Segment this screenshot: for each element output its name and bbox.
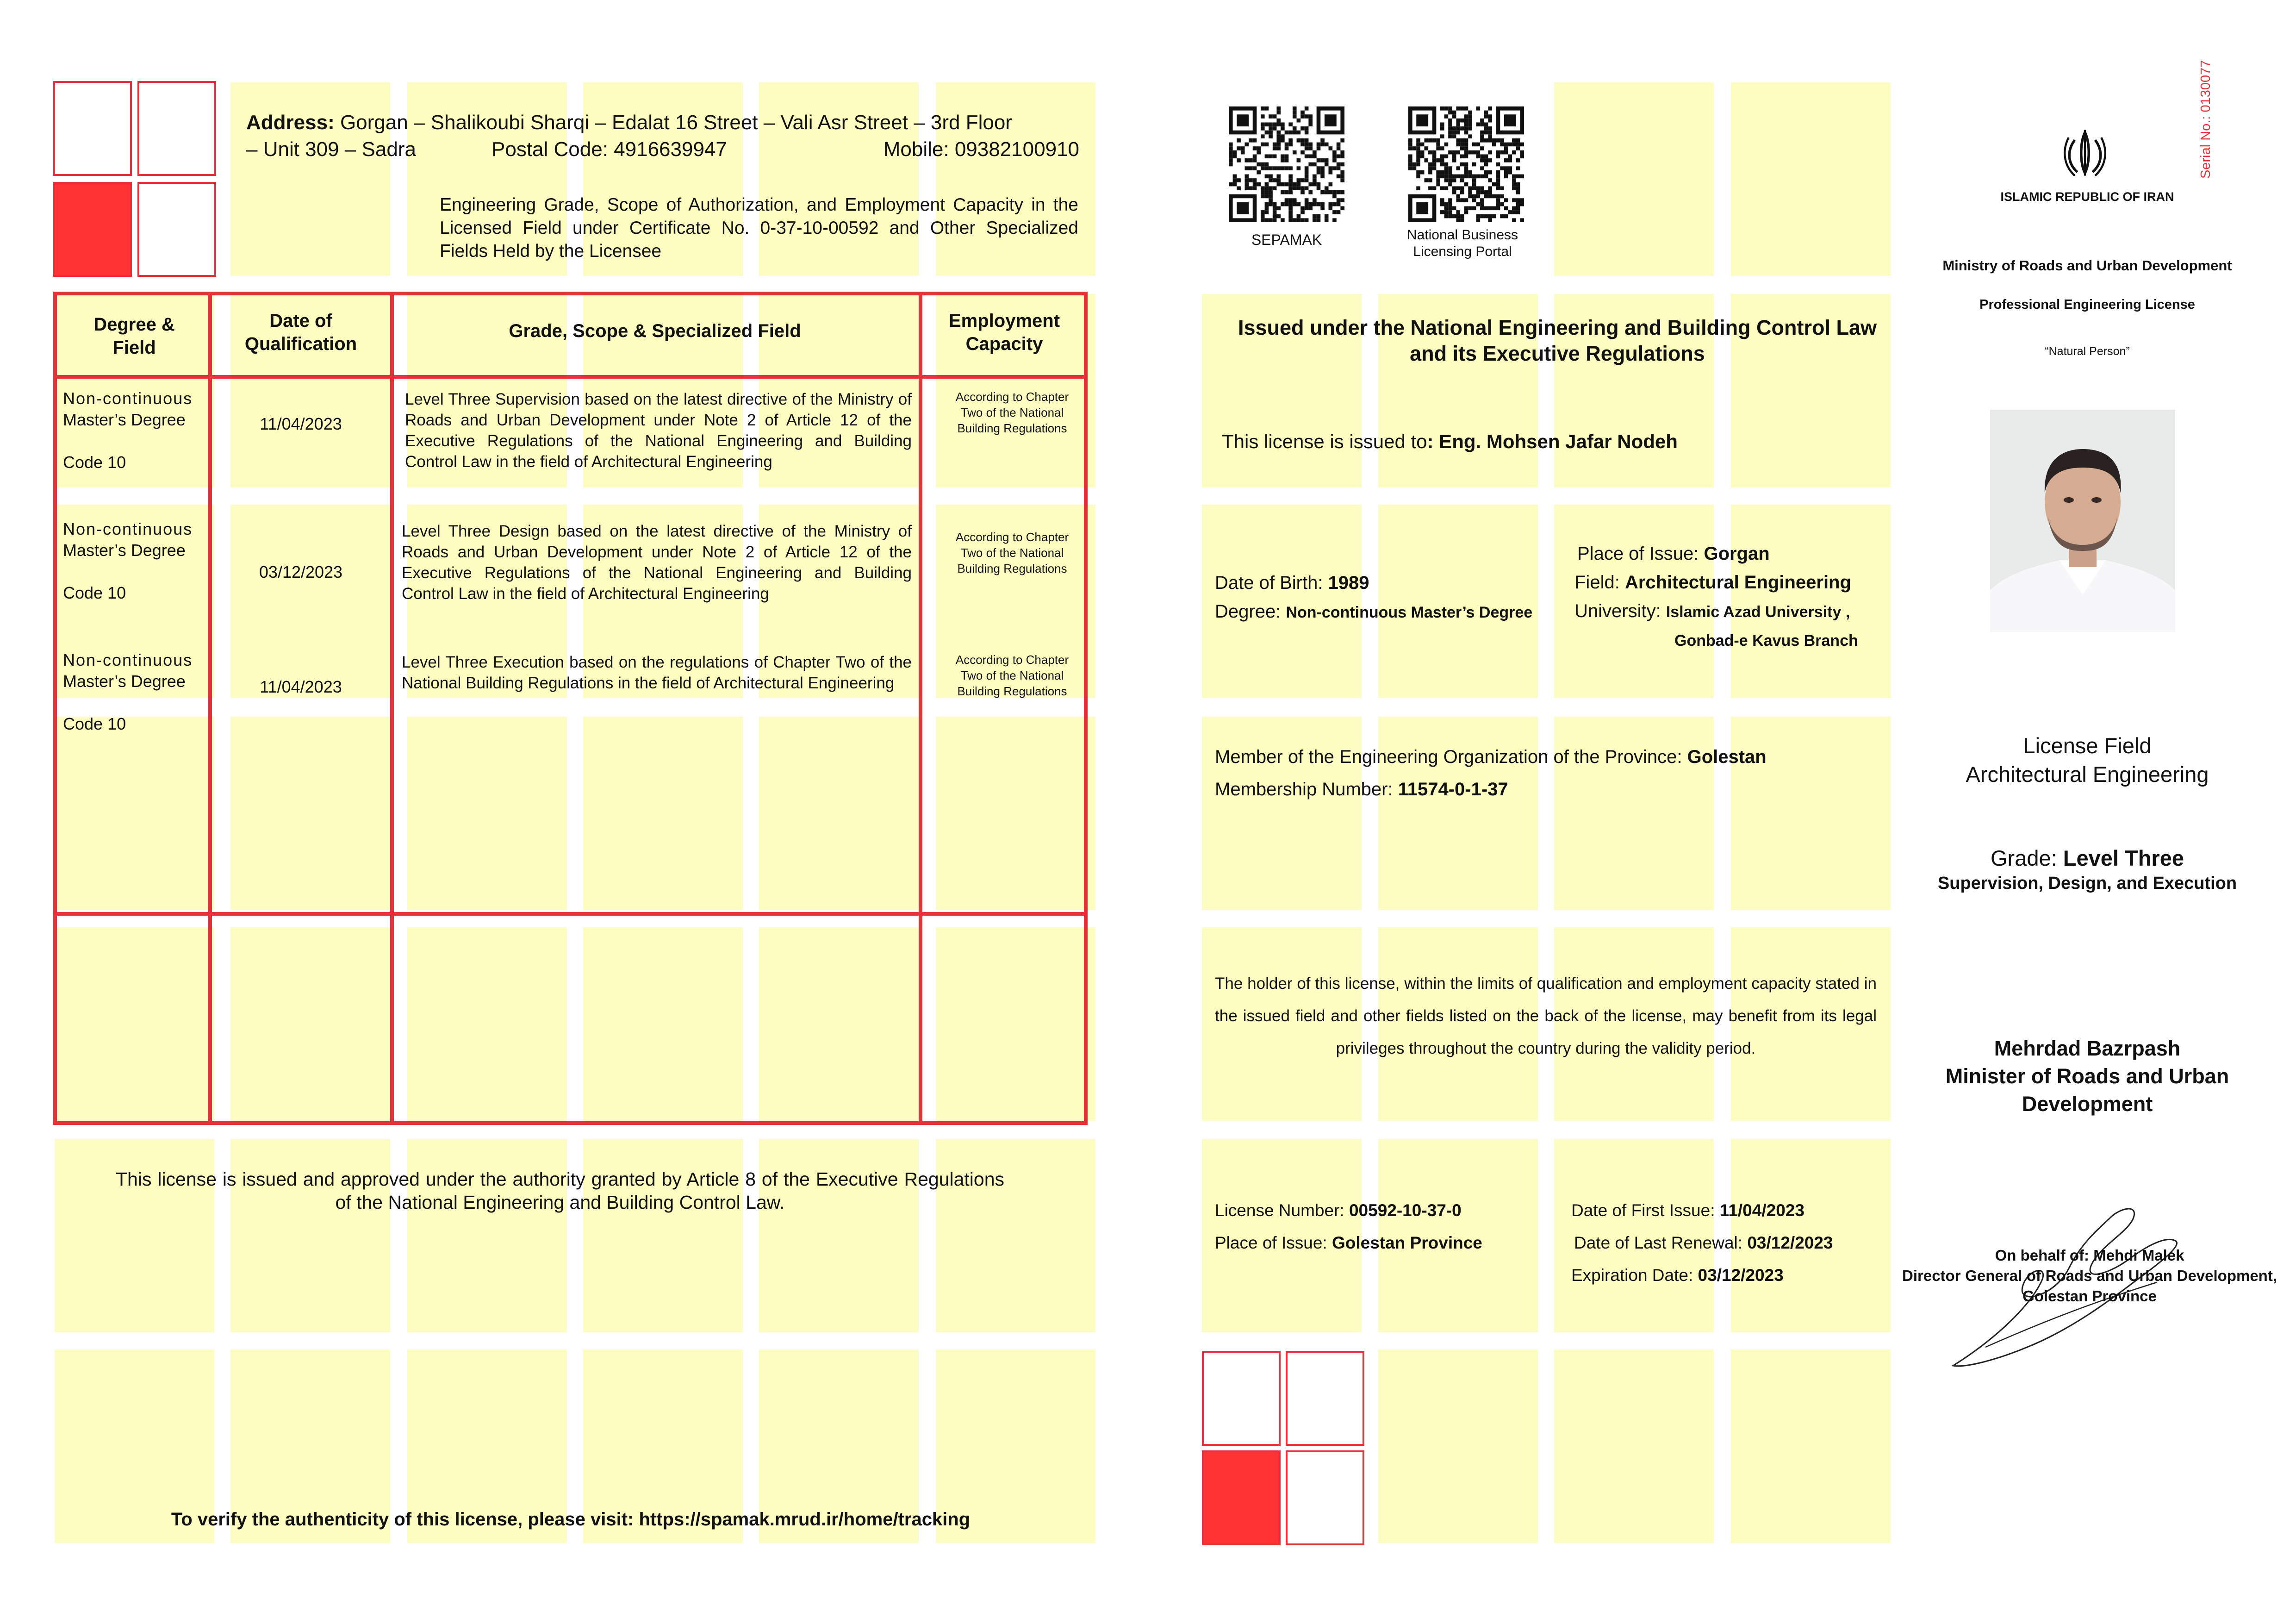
degree-cell [63, 518, 211, 604]
capacity-text: According to Chapter Two of the National Building Regulations [955, 390, 1069, 435]
degree-text: Non-continuous [63, 389, 193, 408]
university-branch: Gonbad-e Kavus Branch [1674, 632, 1858, 650]
personal-details-left [1215, 568, 1532, 627]
first-issue-row [1571, 1194, 1833, 1227]
university-label: University: [1574, 601, 1661, 621]
issued-under-title: Issued under the National Engineering and Building Control Law and its Executive Regulations [1238, 316, 1877, 365]
degree-text-2: Master’s Degree [63, 410, 186, 429]
last-renewal-value: 03/12/2023 [1747, 1233, 1833, 1252]
qr2-label: National Business Licensing Portal [1406, 227, 1518, 259]
licensee-photo [1990, 410, 2175, 632]
qualification-date: 03/12/2023 [259, 562, 343, 581]
personal-details-right [1574, 539, 1858, 655]
grade-value: Level Three [2063, 846, 2184, 870]
mobile-number: Mobile: 09382100910 [883, 138, 1079, 161]
license-field-label: License Field [2023, 733, 2152, 758]
republic-name: ISLAMIC REPUBLIC OF IRAN [2000, 190, 2174, 204]
address-unit: – Unit 309 – Sadra [246, 138, 416, 161]
person-type: “Natural Person” [2045, 345, 2130, 358]
grade-scope: Supervision, Design, and Execution [1937, 874, 2237, 893]
header-capacity: Employment Capacity [948, 311, 1060, 354]
header-date: Date of Qualification [244, 311, 357, 354]
iran-emblem-icon [2060, 127, 2110, 178]
license-no-label: License Number: [1215, 1201, 1344, 1220]
degree-text-2: Master’s Degree [63, 541, 186, 560]
membership-label: Membership Number: [1215, 779, 1393, 800]
address-block [246, 109, 1079, 163]
verify-link-text[interactable]: To verify the authenticity of this license, please visit: https://spamak.mrud.ir/home/tracking [171, 1509, 971, 1530]
degree-text: Non-continuous [63, 650, 193, 669]
sepamak-qr-code[interactable] [1229, 106, 1344, 222]
capacity-text: According to Chapter Two of the National Building Regulations [955, 653, 1069, 698]
issued-to-label: This license is issued to [1222, 431, 1427, 452]
license-number-block [1215, 1194, 1482, 1259]
place-row [1574, 539, 1858, 568]
address-line-2 [246, 136, 1079, 163]
field-label: Field: [1574, 572, 1620, 593]
dob-label: Date of Birth: [1215, 573, 1323, 593]
grade-label: Grade: [1991, 846, 2057, 870]
degree-text: Non-continuous [63, 519, 193, 538]
scope-text: Level Three Execution based on the regulations of Chapter Two of the National Building Regulations in the field of Architectural Engineering [402, 653, 912, 692]
field-code: Code 10 [63, 453, 126, 472]
back-heading: Engineering Grade, Scope of Authorization, and Employment Capacity in the Licensed Field under Certificate No. 0-37-10-00592 and Other Specialized Fields Held by the Licensee [440, 195, 1078, 261]
dob-row [1215, 568, 1532, 597]
issue-place-row [1215, 1227, 1482, 1259]
membership-number: 11574-0-1-37 [1398, 779, 1508, 800]
grade-block [1902, 845, 2272, 895]
header-scope: Grade, Scope & Specialized Field [509, 321, 801, 341]
last-renewal-row [1571, 1227, 1833, 1259]
table-divider [919, 292, 922, 1125]
field-value: Architectural Engineering [1624, 572, 1851, 593]
dates-block [1571, 1194, 1833, 1292]
ministry-name: Ministry of Roads and Urban Development [1942, 257, 2232, 274]
place-value: Gorgan [1704, 543, 1770, 564]
issued-to [1222, 431, 1870, 453]
licensing-portal-qr-code[interactable] [1408, 106, 1524, 222]
address-text: Gorgan – Shalikoubi Sharqi – Edalat 16 Street – Vali Asr Street – 3rd Floor [340, 111, 1012, 134]
qualification-date: 11/04/2023 [260, 414, 342, 433]
expiration-label: Expiration Date: [1571, 1266, 1693, 1285]
authority-statement: This license is issued and approved under the authority granted by Article 8 of the Executive Regulations of the National Engineering and Building Control Law. [116, 1168, 1004, 1213]
degree-cell [63, 388, 211, 473]
place-label: Place of Issue: [1577, 543, 1699, 564]
table-header-divider [53, 375, 1088, 379]
capacity-text: According to Chapter Two of the National Building Regulations [955, 530, 1069, 575]
table-divider [53, 912, 1088, 916]
issue-place-label: Place of Issue: [1215, 1233, 1327, 1252]
member-row [1215, 741, 1767, 773]
minister-block [1902, 1035, 2272, 1118]
table-divider [390, 292, 394, 1125]
first-issue-label: Date of First Issue: [1571, 1201, 1715, 1220]
behalf-title: Director General of Roads and Urban Development, Golestan Province [1902, 1267, 2277, 1305]
header-degree: Degree & Field [93, 314, 175, 358]
behalf-name: On behalf of: Mehdi Malek [1995, 1247, 2184, 1264]
licensee-name: : Eng. Mohsen Jafar Nodeh [1427, 431, 1678, 452]
university-row [1574, 597, 1858, 626]
field-code: Code 10 [63, 583, 126, 602]
degree-text-2: Master’s Degree [63, 672, 186, 691]
degree-value: Non-continuous Master’s Degree [1286, 604, 1533, 621]
serial-number: Serial No.: 0130077 [2198, 60, 2213, 179]
degree-cell [63, 650, 211, 735]
expiration-value: 03/12/2023 [1698, 1266, 1784, 1285]
license-no-value: 00592-10-37-0 [1349, 1201, 1462, 1220]
degree-label: Degree: [1215, 601, 1281, 622]
minister-name: Mehrdad Bazrpash [1994, 1037, 2181, 1060]
address-line-1 [246, 109, 1079, 136]
license-type: Professional Engineering License [1979, 297, 2195, 312]
license-field-block [1902, 731, 2272, 789]
membership-row [1215, 773, 1767, 806]
license-no-row [1215, 1194, 1482, 1227]
member-label: Member of the Engineering Organization of the Province: [1215, 747, 1682, 767]
scope-text: Level Three Supervision based on the latest directive of the Ministry of Roads and Urban Development under Note 2 of Article 12 of the Executive Regulations of the National Engineering and Building Control Law in the field of Architectural Engineering [405, 390, 912, 471]
scope-text: Level Three Design based on the latest directive of the Ministry of Roads and Urban Development under Note 2 of Article 12 of the Executive Regulations of the National Engineering and Building Control Law in the field of Architectural Engineering [402, 522, 912, 603]
field-row [1574, 568, 1858, 597]
dob-value: 1989 [1328, 573, 1369, 593]
grade-row [1902, 845, 2272, 872]
issue-place-value: Golestan Province [1332, 1233, 1482, 1252]
field-code: Code 10 [63, 714, 126, 733]
minister-title: Minister of Roads and Urban Development [1945, 1064, 2229, 1116]
member-province: Golestan [1687, 747, 1767, 767]
behalf-block [1902, 1245, 2277, 1306]
address-label: Address: [246, 111, 335, 134]
membership-block [1215, 741, 1767, 806]
postal-code: Postal Code: 4916639947 [492, 138, 727, 161]
license-field-value: Architectural Engineering [1966, 762, 2209, 787]
holder-statement: The holder of this license, within the limits of qualification and employment capacity stated in the issued field and other fields listed on the back of the license, may benefit from its legal privileges throughout the country during the validity period. [1215, 974, 1877, 1057]
qualification-date: 11/04/2023 [260, 677, 342, 696]
first-issue-value: 11/04/2023 [1719, 1201, 1804, 1220]
last-renewal-label: Date of Last Renewal: [1574, 1233, 1743, 1252]
university-value: Islamic Azad University , [1666, 603, 1850, 621]
degree-row [1215, 597, 1532, 627]
qr1-label: SEPAMAK [1251, 231, 1322, 248]
expiration-row [1571, 1259, 1833, 1292]
